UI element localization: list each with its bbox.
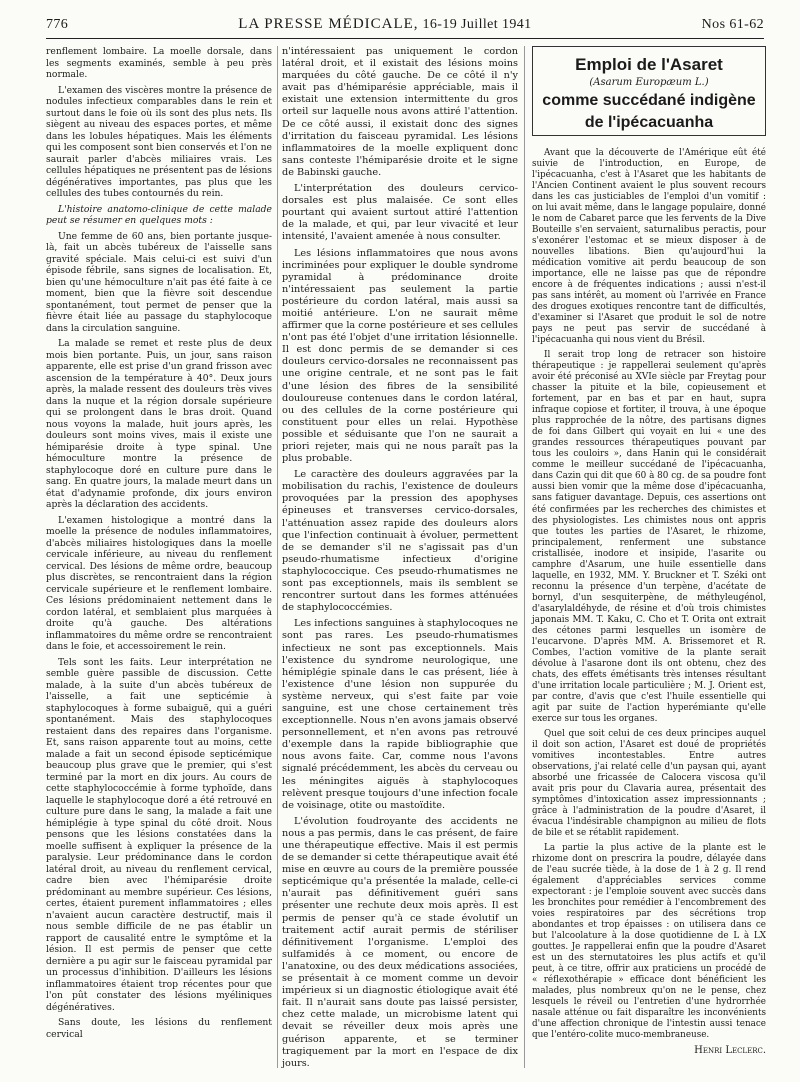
paragraph: Avant que la découverte de l'Amérique eût été suivie de l'introduction, en Europe, de l'ipécacuanha, c'est à l'Asaret que les habitants de l'Ancien Continent avaient le plus souvent recours dans les cas justiciables de l'emploi d'un vomitif : on lui avait même, dans le langage populaire, donné le nom de Cabaret parce que les fervents de la Dive Bouteille s'en servaient, saturnalibus peractis, pour s'exonérer l'estomac et se mieux disposer à de nouvelles libations. Bien qu'aujourd'hui la médication vomitive ait perdu beaucoup de son importance, elle ne laisse pas que de répondre encore à de fréquentes indications ; aussi n'est-il pas sans intérêt, au moment où l'arrivée en France des drogues exotiques rencontre tant de difficultés, d'examiner si l'Asaret que produit le sol de notre pays ne peut pas servir de succédané à l'ipécacuanha qui nous vient du Brésil. — [532, 148, 766, 346]
paragraph: L'examen histologique a montré dans la moelle la présence de nodules inflammatoires, d'abcès miliaires histologiques dans la moelle cervicale inférieure, au niveau du renflement cervical. Des lésions de même ordre, beaucoup plus discrètes, se rencontraient dans la région cervicale supérieure et le renflement lombaire. Ces lésions prédominaient nettement dans le cordon latéral, et semblaient plus marquées à droite qu'à gauche. Des altérations inflammatoires du même ordre se rencontraient dans le foie, et accessoirement le rein. — [46, 514, 272, 652]
page-number: 776 — [46, 17, 69, 32]
paragraph: L'examen des viscères montre la présence de nodules infectieux comparables dans le rein et surtout dans le foie où ils sont des plus nets. Ils siègent au niveau des espaces portes, et même dans les lobules hépatiques. Mais les éléments qui les composent sont bien conservés et l'on ne saurait parler d'abcès miliaires vrais. Les cellules hépatiques ne présentent pas de lésions dégénératives importantes, pas plus que les cellules des tubes contournés du rein. — [46, 84, 272, 199]
paragraph: Les infections sanguines à staphylocoques ne sont pas rares. Les pseudo-rhumatismes infectieux ne sont pas exceptionnels. Mais l'existence du syndrome neurologique, une hémiplégie spinale dans le cas présent, liée à l'existence d'une lésion non suppurée du système nerveux, qui s'est faite par voie sanguine, est une chose certainement très exceptionnelle. Nous n'en avons jamais observé personnellement, et n'en avons pas retrouvé d'exemple dans la rapide bibliographie que nous avons faite. Car, comme nous l'avons signalé précédemment, les abcès du cerveau ou les méningites aiguës à staphylocoques relèvent presque toujours d'une infection focale de voisinage, otite ou mastoïdite. — [282, 618, 519, 811]
paragraph: L'histoire anatomo-clinique de cette malade peut se résumer en quelques mots : — [46, 203, 272, 226]
column-divider — [277, 46, 278, 1068]
paragraph: Tels sont les faits. Leur interprétation ne semble guère passible de discussion. Cette malade, à la suite d'un abcès tubéreux de l'aisselle, a fait une septicémie à staphylocoques à forme subaiguë, qui a guéri spontanément. Mais des staphylocoques restaient dans des repaires dans l'organisme. Et, sans raison apparente tout au moins, cette malade a fait un second épisode septicémique beaucoup plus grave que le premier, qui s'est terminé par la mort en dix jours. Au cours de cette staphylococcémie à forme typhoïde, dans laquelle le staphylocoque doré a été retrouvé en culture pure dans le sang, la malade a fait une hémiplégie à type spinal du côté droit. Nous pensons que les lésions constatées dans la moelle suffisent à expliquer la présence de la paralysie. Leur prédominance dans le cordon latéral droit, au niveau du renflement cervical, cadre bien avec l'hémiparésie droite prédominant au membre supérieur. Ces lésions, certes, étaient purement inflammatoires ; elles n'avaient aucun caractère destructif, mais il nous semble difficile de ne pas établir un rapport de causalité entre le symptôme et la lésion. Il est permis de penser que cette dernière a pu agir sur le faisceau pyramidal par un processus d'inhibition. D'ailleurs les lésions inflammatoires étaient trop récentes pour que l'on pût constater des lésions myéliniques dégénératives. — [46, 656, 272, 1013]
column-3 — [532, 148, 766, 1056]
header-rule — [46, 38, 764, 39]
article-subtitle-line2: de l'ipécacuanha — [584, 114, 714, 131]
issue-date: 16-19 Juillet 1941 — [422, 17, 532, 32]
paragraph: L'interprétation des douleurs cervico-dorsales est plus malaisée. Ce sont elles pourtant qui avaient surtout attiré l'attention de la malade, et qui, par leur vivacité et leur intensité, l'avaient amenée à nous consulter. — [282, 183, 518, 243]
paragraph: La malade se remet et reste plus de deux mois bien portante. Puis, un jour, sans raison apparente, elle est prise d'un grand frisson avec ascension de la température à 40°. Deux jours après, la malade ressent des douleurs très vives dans la nuque et la région dorsale supérieure qui se prolongent dans le bras droit. Quand nous voyons la malade, huit jours après, les douleurs sont moins vives, mais il existe une hémiparésie droite à type spinal. Une hémoculture montre la présence de staphylocoque doré en culture pure dans le sang. En quatre jours, la malade meurt dans un état d'adynamie profonde, dix jours environ après la déclaration des accidents. — [46, 338, 272, 510]
article-latin-name: (Asarum Europæum L.) — [589, 77, 709, 88]
column-2 — [282, 46, 518, 1074]
paragraph: Sans doute, les lésions du renflement cervical — [46, 1017, 272, 1040]
paragraph: Le caractère des douleurs aggravées par la mobilisation du rachis, l'existence de douleurs provoquées par la pression des apophyses épineuses et transverses cervico-dorsales, l'atténuation assez rapide des douleurs alors que l'infection continuait à évoluer, permettent de se demander s'il ne s'agissait pas d'un pseudo-rhumatisme infectieux d'origine staphylococcique. Ces pseudo-rhumatismes ne sont pas exceptionnels, mais ils semblent se rencontrer surtout dans les formes atténuées de staphylococcémies. — [282, 469, 518, 614]
column-divider — [524, 46, 525, 1068]
paragraph: La partie la plus active de la plante est le rhizome dont on prescrira la poudre, délayée dans de l'eau sucrée tiède, à la dose de 1 à 2 g. Il rend également d'appréciables services comme expectorant : je l'emploie souvent avec succès dans les bronchites pour remédier à l'encombrement des voies respiratoires par des sécrétions trop abondantes et trop épaisses : on utilisera dans ce but l'alcoolature à la dose quotidienne de L à LX gouttes. Je rappellerai enfin que la poudre d'Asaret est un des sternutatoires les plus actifs et qu'il peut, à ce titre, offrir aux praticiens un procédé de « réflexothérapie » efficace dont bénéficient les malades, plus nombreux qu'on ne le pense, chez lesquels le réveil ou l'entretien d'une hydrorrhée nasale atténue ou fait disparaître les inconvénients d'une affection chronique de l'intestin aussi tenace que l'entéro-colite muco-membraneuse. — [532, 842, 766, 1041]
page-header — [46, 16, 764, 38]
article-subtitle-line1: comme succédané indigène — [542, 92, 756, 109]
paragraph: Les lésions inflammatoires que nous avons incriminées pour expliquer le double syndrome pyramidal à prédominance droite n'intéressaient pas seulement la partie postérieure du cordon latéral, mais aussi sa moitié antérieure. L'on ne saurait même affirmer que la corne postérieure et ses cellules n'ont pas été l'objet d'une irritation lésionnelle. Il est donc permis de se demander si ces douleurs cervico-dorsales ne reconnaissent pas une origine centrale, et ne sont pas le fait d'une lésion des fibres de la sensibilité douloureuse contenues dans le cordon latéral, ou des cellules de la corne postérieure qui constituent pour elles un relai. Hypothèse possible et séduisante que l'on ne saurait a priori rejeter, mais qui ne nous paraît pas la plus probable. — [282, 247, 518, 465]
paragraph: renflement lombaire. La moelle dorsale, dans les segments examinés, semble à peu près normale. — [46, 46, 272, 80]
paragraph: n'intéressaient pas uniquement le cordon latéral droit, et il existait des lésions moins marquées du côté gauche. De ce côté il n'y avait pas d'hémiparésie appréciable, mais il existait une extension intermittente du gros orteil sur laquelle nous avons attiré l'attention. De ce côté aussi, il existait donc des signes d'irritation du faisceau pyramidal. Les lésions inflammatoires de la moelle expliquent donc sans conteste l'hémiparésie droite et le signe de Babinski gauche. — [282, 46, 518, 178]
paragraph: Quel que soit celui de ces deux principes auquel il doit son action, l'Asaret est doué de propriétés vomitives incontestables. Entre autres observations, j'ai relaté celle d'un paysan qui, ayant absorbé une fricassée de Calocera viscosa qu'il avait pris pour du Clavaria aurea, présentait des symptômes d'intoxication assez impressionnants ; grâce à l'administration de la poudre d'Asaret, il évacua l'indésirable champignon au milieu de flots de bile et se rétablit rapidement. — [532, 728, 766, 838]
paragraph: Une femme de 60 ans, bien portante jusque-là, fait un abcès tubéreux de l'aisselle sans gravité spéciale. Mais celui-ci est suivi d'un épisode fébrile, sans signes de localisation. Et, bien qu'une hémoculture n'ait pas été faite à ce moment, bien que la fièvre soit descendue spontanément, tout permet de penser que la fièvre était liée au passage du staphylocoque dans la circulation sanguine. — [46, 230, 272, 334]
journal-name: LA PRESSE MÉDICALE, — [238, 16, 419, 32]
issue-number: Nos 61-62 — [701, 17, 764, 32]
paragraph: L'évolution foudroyante des accidents ne nous a pas permis, dans le cas présent, de faire une thérapeutique effective. Mais il est permis de se demander si cette thérapeutique avait été mise en œuvre au cours de la première poussée septicémique qu'a présentée la malade, celle-ci n'aurait pas définitivement guéri sans présenter une rechute deux mois après. Il est permis de penser qu'à ce stade évolutif un traitement actif aurait permis de stériliser définitivement l'organisme. L'emploi des sulfamidés à ce moment, ou encore de l'anatoxine, ou des deux médications associées, se présentait à ce moment comme un devoir impérieux si un diagnostic étiologique avait été fait. Il n'aurait sans doute pas laissé persister, chez cette malade, un microbisme latent qui devait se réveiller deux mois après une guérison apparente, et se terminer tragiquement par la mort en l'espace de dix jours. — [282, 815, 518, 1069]
author-signature: Henri Leclerc. — [694, 1045, 766, 1057]
column-1 — [46, 46, 272, 1044]
article-title-box — [532, 46, 766, 136]
paragraph: Il serait trop long de retracer son histoire thérapeutique : je rappellerai seulement qu'après avoir été préconisé au XVIe siècle par Freytag pour chasser la pituite et la bile, copieusement et fortement, par en bas et par en haut, supra infraque copiose et fortiter, il trouva, à une époque plus rapprochée de la nôtre, des partisans dignes de foi dans Gilbert qui voyait en lui « une des grandes ressources thérapeutiques pouvant par tous les couloirs », dans Hanin qui le considérait comme le meilleur succédané de l'ipécacuanha, dans Cazin qui dit que 60 à 80 cg. de sa poudre font aussi bien vomir que la même dose d'ipécacuanha, sans fatiguer davantage. Depuis, ces assertions ont été confirmées par les recherches des chimistes et des physiologistes. Les chimistes nous ont appris que toutes les parties de l'Asaret, le rhizome, principalement, renferment une substance cristallisée, inodore et insipide, l'asarite ou camphre d'Asarum, une huile essentielle dans laquelle, en 1932, MM. Y. Bruckner et T. Széki ont reconnu la présence d'un terpène, d'acétate de bornyl, d'un sesquiterpène, de méthyleugénol, d'asarylaldéhyde, de résine et d'où trois chimistes japonais MM. T. Kaku, C. Cho et T. Orita ont extrait des cétones parmi lesquelles un isomère de l'eucarvone. D'après MM. A. Brissemoret et R. Combes, l'action vomitive de la plante serait dévolue à l'asarone dont ils ont obtenu, chez des chats, des effets émétisants très intenses résultant d'une irritation locale particulière ; M. J. Orient est, par contre, d'avis que c'est l'huile essentielle qui agit par suite de l'action hyperémiante qu'elle exerce sur tous les organes. — [532, 350, 766, 724]
article-title: Emploi de l'Asaret — [575, 55, 723, 74]
